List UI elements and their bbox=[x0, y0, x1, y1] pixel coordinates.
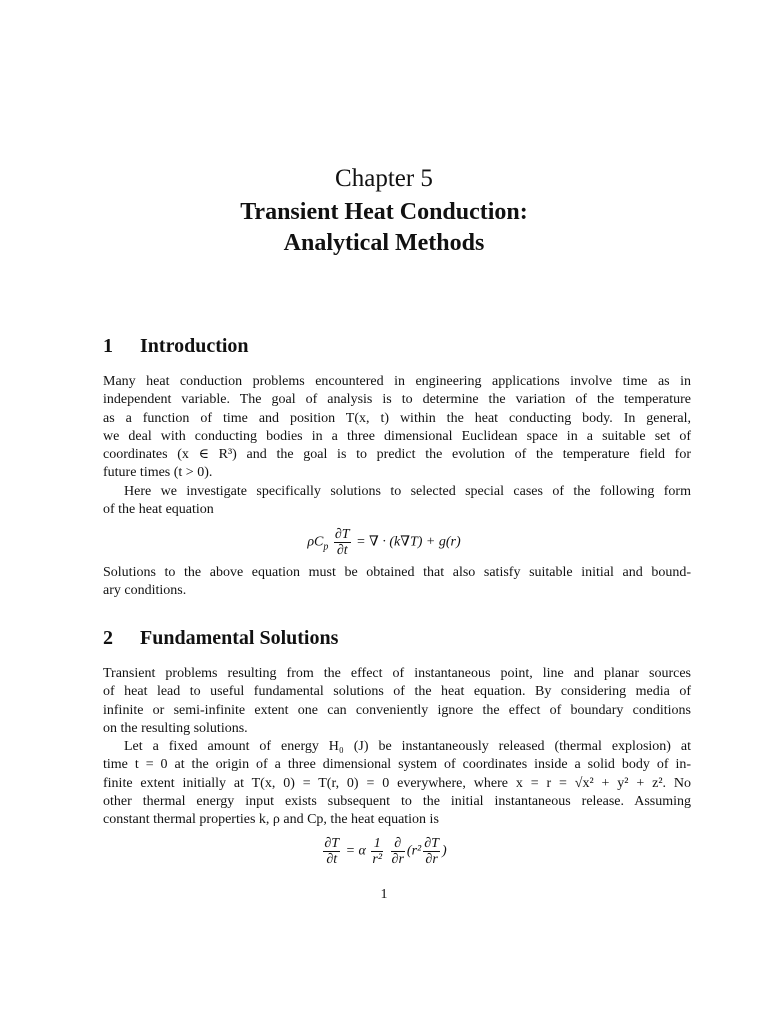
eq-rhs: = ∇ · (k∇T) + g(r) bbox=[356, 534, 461, 550]
section-heading-introduction bbox=[103, 335, 249, 358]
eq-fraction bbox=[423, 836, 440, 867]
eq-fraction bbox=[391, 836, 405, 867]
chapter-title bbox=[0, 197, 768, 259]
text-line: on the resulting solutions. bbox=[103, 720, 248, 736]
eq-fraction bbox=[371, 836, 383, 867]
eq-frac-numerator: 1 bbox=[371, 836, 383, 852]
text-line: Many heat conduction problems encountered in engineering applications involve time as in bbox=[103, 374, 691, 389]
text-line: Solutions to the above equation must be obtained that also satisfy suitable initial and bound- bbox=[103, 565, 691, 580]
text-line: infinite or semi-infinite extent one can conveniently ignore the effect of boundary conditions bbox=[103, 702, 691, 718]
text-line: coordinates (x ∈ R³) and the goal is to predict the evolution of the temperature field for bbox=[103, 447, 691, 463]
chapter-title-line-2: Analytical Methods bbox=[283, 230, 485, 256]
eq-frac-denominator: ∂t bbox=[336, 543, 348, 558]
eq-frac-numerator: ∂ bbox=[391, 836, 405, 852]
page-number: 1 bbox=[380, 887, 388, 902]
text-line: of heat lead to useful fundamental solutions of the heat equation. By considering media of bbox=[103, 684, 691, 700]
eq-inner-close: ) bbox=[441, 843, 447, 859]
intro-paragraph-1 bbox=[103, 373, 691, 519]
eq-lhs-sub: p bbox=[323, 541, 329, 553]
text-line: future times (t > 0). bbox=[103, 465, 213, 481]
eq-frac-numerator: ∂T bbox=[424, 836, 439, 851]
section-heading-fundamental-solutions bbox=[103, 627, 338, 650]
section-number: 2 bbox=[103, 627, 113, 649]
heat-equation bbox=[0, 527, 768, 558]
text-line: finite extent initially at T(x, 0) = T(r, 0) = 0 everywhere, where x = r = √x² + y² + z². No bbox=[103, 775, 691, 791]
text-line: Let a fixed amount of energy H₀ (J) be instantaneously released (thermal explosion) at bbox=[124, 739, 691, 755]
spherical-heat-equation bbox=[0, 836, 768, 867]
text-line: other thermal energy input exists subsequent to the initial instantaneous release. Assuming bbox=[103, 794, 691, 810]
eq-fraction bbox=[334, 527, 351, 558]
text-line: constant thermal properties k, ρ and Cp, the heat equation is bbox=[103, 812, 439, 828]
chapter-label: Chapter 5 bbox=[335, 165, 433, 192]
text-line: time t = 0 at the origin of a three dimensional system of coordinates inside a solid body of in- bbox=[103, 757, 691, 773]
text-line: Here we investigate specifically solutions to selected special cases of the following form bbox=[124, 483, 691, 499]
text-line: as a function of time and position T(x, t) within the heat conducting body. In general, bbox=[103, 410, 691, 426]
text-line: of the heat equation bbox=[103, 502, 214, 518]
eq-frac-numerator: ∂T bbox=[334, 527, 350, 542]
eq-frac-denominator: r² bbox=[372, 852, 383, 867]
eq-frac-numerator: ∂T bbox=[324, 836, 340, 851]
eq-fraction bbox=[323, 836, 340, 867]
intro-paragraph-3 bbox=[103, 564, 691, 601]
eq-inner-open: (r² bbox=[406, 843, 422, 859]
eq-alpha: = α bbox=[345, 843, 366, 859]
text-line: independent variable. The goal of analysis is to determine the variation of the temperature bbox=[103, 392, 691, 408]
eq-frac-denominator: ∂t bbox=[326, 852, 338, 867]
section-number: 1 bbox=[103, 335, 113, 357]
text-line: ary conditions. bbox=[103, 583, 187, 599]
text-line: we deal with conducting bodies in a three dimensional Euclidean space in a suitable set of bbox=[103, 428, 691, 444]
fundamental-paragraph-1 bbox=[103, 665, 691, 830]
text-line: Transient problems resulting from the effect of instantaneous point, line and planar sources bbox=[103, 666, 691, 681]
eq-frac-denominator: ∂r bbox=[425, 852, 438, 867]
chapter-title-line-1: Transient Heat Conduction: bbox=[240, 199, 528, 225]
section-title: Fundamental Solutions bbox=[140, 627, 339, 649]
eq-lhs-prefix: ρC bbox=[307, 534, 324, 550]
eq-frac-denominator: ∂r bbox=[391, 852, 404, 867]
section-title: Introduction bbox=[140, 335, 249, 357]
